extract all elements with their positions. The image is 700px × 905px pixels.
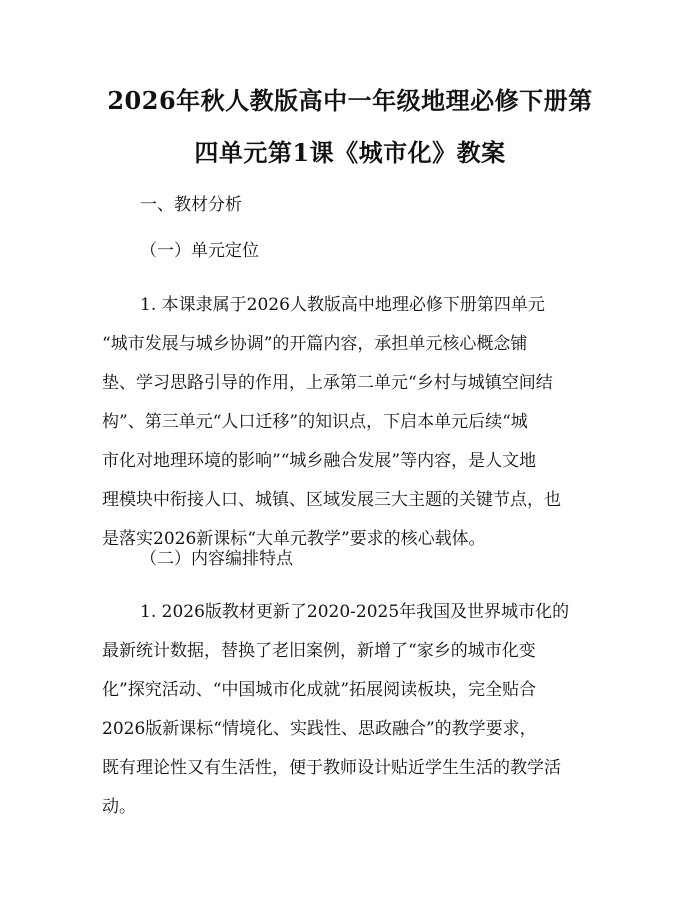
paragraph-line: 市化对地理环境的影响”“城乡融合发展”等内容，是人文地 [102, 451, 537, 471]
paragraph-content-features [102, 593, 602, 827]
paragraph-line: 1. 本课隶属于2026人教版高中地理必修下册第四单元 [140, 295, 545, 315]
document-title-line-1: 2026年秋人教版高中一年级地理必修下册第 [107, 86, 593, 115]
paragraph-line: 最新统计数据，替换了老旧案例，新增了“家乡的城市化变 [102, 641, 536, 661]
document-title-line-2: 四单元第1课《城市化》教案 [194, 138, 506, 167]
paragraph-line: 是落实2026新课标“大单元教学”要求的核心载体。 [102, 529, 486, 549]
paragraph-line: 理模块中衔接人口、城镇、区域发展三大主题的关键节点，也 [102, 490, 561, 510]
subsection-heading-content-features: （二）内容编排特点 [140, 549, 293, 569]
paragraph-unit-positioning [102, 286, 602, 559]
paragraph-line: 化”探究活动、“中国城市化成就”拓展阅读板块，完全贴合 [102, 680, 537, 700]
paragraph-line: 动。 [102, 797, 136, 817]
paragraph-line: 构”、第三单元“人口迁移”的知识点，下启本单元后续“城 [102, 412, 528, 432]
subsection-heading-unit-positioning: （一）单元定位 [140, 241, 259, 261]
paragraph-line: 垫、学习思路引导的作用，上承第二单元“乡村与城镇空间结 [102, 373, 553, 393]
section-heading-textbook-analysis: 一、教材分析 [140, 195, 242, 215]
paragraph-line: “城市发展与城乡协调”的开篇内容，承担单元核心概念铺 [102, 334, 528, 354]
paragraph-line: 1. 2026版教材更新了2020-2025年我国及世界城市化的 [140, 602, 570, 622]
paragraph-line: 既有理论性又有生活性，便于教师设计贴近学生生活的教学活 [102, 758, 561, 778]
paragraph-line: 2026版新课标“情境化、实践性、思政融合”的教学要求， [102, 719, 537, 739]
